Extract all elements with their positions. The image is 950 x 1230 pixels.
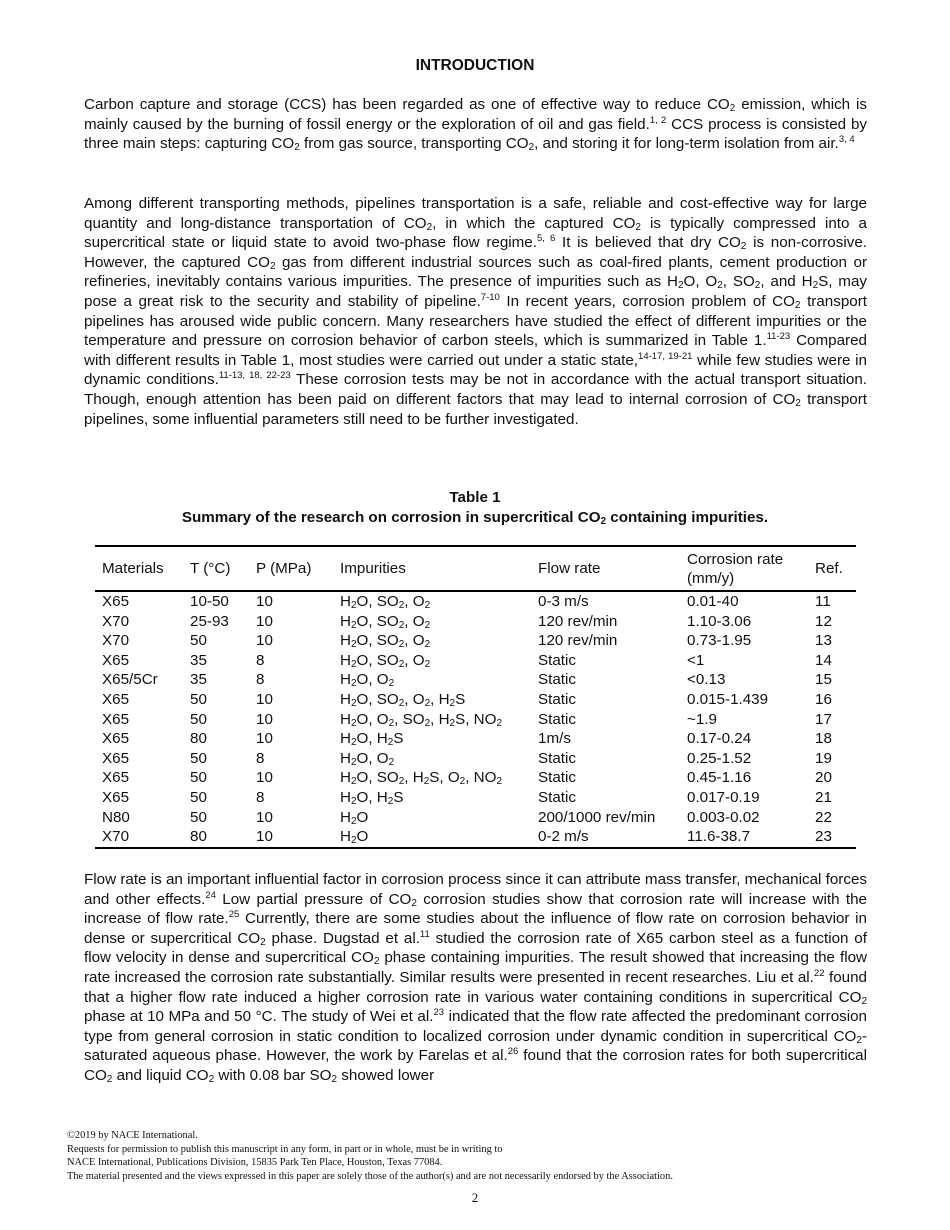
cell-corrosion-rate: 0.015-1.439 (687, 690, 769, 708)
cell-ref: 18 (815, 730, 832, 748)
header-impurities: Impurities (333, 546, 531, 591)
cell-material: X65 (102, 593, 130, 610)
cell-temperature: 50 (190, 808, 207, 826)
cell-flow-rate: Static (538, 651, 576, 669)
cell-material: X65 (102, 730, 130, 748)
cell-ref: 14 (815, 651, 832, 669)
cell-material: X70 (95, 827, 183, 848)
cell-flow-rate: 120 rev/min (538, 612, 618, 630)
table-row (95, 808, 856, 828)
cell-material: X65/5Cr (102, 671, 158, 689)
header-materials: Materials (95, 546, 183, 591)
paragraph-1: Carbon capture and storage (CCS) has been regarded as one of effective way to reduce $CO_2$ emission, which is mainly caused by the burning of fossil energy or the exploration of oil and gas field.$^{1, 2}$ CCS process is consisted by three main steps: capturing $CO_2$ from gas source, transporting $CO_2$, and storing it for long-term isolation from air.$^{3, 4}$ (84, 96, 867, 154)
cell-corrosion-rate: <0.13 (687, 671, 726, 689)
cell-corrosion-rate: 0.73-1.95 (687, 632, 752, 650)
cell-ref: 17 (815, 710, 832, 728)
cell-ref: 21 (815, 788, 832, 806)
cell-temperature: 50 (190, 769, 207, 787)
cell-impurities: $H_2O$, $O_2$, $SO_2$, $H_2S$, $NO_2$ (340, 710, 503, 729)
table-title: Summary of the research on corrosion in supercritical $CO_2$ containing impurities. (181, 509, 769, 527)
table-row (95, 710, 856, 730)
cell-temperature: 80 (183, 827, 249, 848)
cell-corrosion-rate: 0.003-0.02 (687, 808, 760, 826)
cell-flow-rate: Static (538, 788, 576, 806)
cell-corrosion-rate: <1 (687, 651, 705, 669)
table-row (95, 651, 856, 671)
cell-corrosion-rate: ~1.9 (687, 710, 717, 728)
cell-ref: 13 (815, 632, 832, 650)
cell-impurities: $H_2O$, $O_2$ (340, 671, 395, 690)
cell-pressure: 10 (256, 690, 273, 708)
cell-temperature: 50 (190, 690, 207, 708)
cell-pressure: 8 (256, 671, 265, 689)
cell-ref: 12 (815, 612, 832, 630)
cell-temperature: 50 (190, 749, 207, 767)
cell-ref: 22 (815, 808, 832, 826)
table-row (95, 591, 856, 612)
cell-impurities: $H_2O$, $SO_2$, $O_2$ (340, 593, 431, 611)
cell-pressure: 10 (256, 730, 273, 748)
table-row (95, 768, 856, 788)
cell-temperature: 80 (190, 730, 207, 748)
header-temperature: T (°C) (183, 546, 249, 591)
cell-material: X65 (102, 769, 130, 787)
cell-temperature: 50 (190, 710, 207, 728)
cell-flow-rate: Static (538, 690, 576, 708)
cell-pressure: 8 (256, 651, 265, 669)
cell-ref: 23 (808, 827, 856, 848)
cell-ref: 16 (815, 690, 832, 708)
cell-material: X65 (102, 651, 130, 669)
cell-impurities: $H_2O$, $SO_2$, $O_2$ (340, 632, 431, 651)
cell-material: X70 (102, 612, 130, 630)
page-footer (67, 1129, 673, 1183)
cell-pressure: 10 (256, 710, 273, 728)
cell-flow-rate: 200/1000 rev/min (538, 808, 656, 826)
cell-pressure: 10 (256, 632, 273, 650)
table-header-row (95, 546, 856, 591)
cell-impurities: $H_2O$ (333, 827, 531, 848)
page-number: 2 (471, 1190, 479, 1205)
table-row (95, 729, 856, 749)
cell-impurities: $H_2O$, $SO_2$, $O_2$ (340, 651, 431, 670)
cell-ref: 19 (815, 749, 832, 767)
cell-corrosion-rate: 0.017-0.19 (687, 788, 760, 806)
cell-material: X65 (102, 710, 130, 728)
cell-pressure: 8 (256, 749, 265, 767)
footer-copyright: ©2019 by NACE International. (67, 1130, 198, 1141)
cell-corrosion-rate: 0.01-40 (687, 593, 739, 610)
cell-temperature: 10-50 (190, 593, 229, 610)
footer-permission: Requests for permission to publish this manuscript in any form, in part or in whole, must be in writing to (67, 1143, 503, 1155)
cell-impurities: $H_2O$, $H_2S$ (340, 788, 404, 807)
cell-pressure: 10 (256, 612, 273, 630)
cell-pressure: 10 (256, 593, 273, 610)
cell-flow-rate: 0-2 m/s (531, 827, 680, 848)
table-row (95, 690, 856, 710)
cell-material: X65 (102, 749, 130, 767)
cell-flow-rate: Static (538, 769, 576, 787)
cell-impurities: $H_2O$ (340, 808, 369, 827)
cell-temperature: 35 (190, 651, 207, 669)
table-body (95, 591, 856, 848)
cell-ref: 15 (815, 671, 832, 689)
cell-corrosion-rate: 0.45-1.16 (687, 769, 752, 787)
cell-flow-rate: Static (538, 710, 576, 728)
table-row (95, 827, 856, 848)
cell-material: X65 (102, 690, 130, 708)
table-row (95, 749, 856, 769)
footer-address: NACE International, Publications Division, 15835 Park Ten Place, Houston, Texas 77084. (67, 1157, 443, 1169)
cell-pressure: 10 (249, 827, 333, 848)
cell-impurities: $H_2O$, $SO_2$, $O_2$, $H_2S$ (340, 690, 466, 709)
cell-ref: 11 (815, 593, 831, 610)
cell-corrosion-rate: 0.25-1.52 (687, 749, 752, 767)
header-flow-rate: Flow rate (531, 546, 680, 591)
cell-impurities: $H_2O$, $H_2S$ (340, 730, 404, 749)
paragraph-3: Flow rate is an important influential factor in corrosion process since it can attribute mass transfer, mechanical forces and other effects.$^{24}$ Low partial pressure of $CO_2$ corrosion studies show that corrosion rate will increase with the increase of flow rate.$^{25}$ Currently, there are some studies about the influence of flow rate on corrosion behavior in dense or supercritical $CO_2$ phase. Dugstad et al.$^{11}$ studied the corrosion rate of X65 carbon steel as a function of flow velocity in dense and supercritical $CO_2$ phase containing impurities. The result showed that increasing the flow rate increased the corrosion rate substantially. Similar results were presented in recent researches. Liu et al.$^{22}$ found that a higher flow rate induced a higher corrosion rate in various water containing conditions in supercritical $CO_2$ phase at 10 MPa and 50 °C. The study of Wei et al.$^{23}$ indicated that the flow rate affected the predominant corrosion type from general corrosion in static condition to localized corrosion under dynamic condition in supercritical $CO_2$-saturated aqueous phase. However, the work by Farelas et al.$^{26}$ found that the corrosion rates for both supercritical $CO_2$ and liquid $CO_2$ with 0.08 bar $SO_2$ showed lower (84, 871, 868, 1085)
cell-corrosion-rate: 11.6-38.7 (680, 827, 808, 848)
section-heading: INTRODUCTION (415, 57, 535, 74)
cell-corrosion-rate: 1.10-3.06 (687, 612, 752, 630)
cell-flow-rate: 1m/s (538, 730, 571, 748)
cell-flow-rate: 0-3 m/s (538, 593, 589, 610)
cell-corrosion-rate: 0.17-0.24 (687, 730, 752, 748)
paragraph-2: Among different transporting methods, pipelines transportation is a safe, reliable and cost-effective way for large quantity and long-distance transportation of $CO_2$, in which the captured $CO_2$ is typically compressed into a supercritical state or liquid state to avoid two-phase flow regime.$^{5, 6}$ It is believed that dry $CO_2$ is non-corrosive. However, the captured $CO_2$ gas from different industrial sources such as coal-fired plants, cement production or refineries, inevitably contains various impurities. The presence of impurities such as $H_2O$, $O_2$, $SO_2$, and $H_2S$, may pose a great risk to the security and stability of pipeline.$^{7-10}$ In recent years, corrosion problem of $CO_2$ transport pipelines has aroused wide public concern. Many researchers have studied the effect of different impurities or the temperature and pressure on corrosion behavior of carbon steels, which is summarized in Table 1.$^{11-23}$ Compared with different results in Table 1, most studies were carried out under a static state,$^{14-17, 19-21}$ while few studies were in dynamic conditions.$^{11-13, 18, 22-23}$ These corrosion tests may be not in accordance with the actual transport situation. Though, enough attention has been paid on different factors that may lead to internal corrosion of $CO_2$ transport pipelines, some influential parameters still need to be further investigated. (84, 195, 868, 428)
footer-disclaimer: The material presented and the views expressed in this paper are solely those of the author(s) and are not necessarily endorsed by the Association. (67, 1170, 673, 1182)
cell-temperature: 35 (190, 671, 207, 689)
table-row (95, 788, 856, 808)
cell-impurities: $H_2O$, $SO_2$, $H_2S$, $O_2$, $NO_2$ (340, 769, 503, 788)
table-row (95, 631, 856, 651)
cell-material: X65 (102, 788, 130, 806)
cell-ref: 20 (815, 769, 832, 787)
header-pressure: P (MPa) (249, 546, 333, 591)
cell-material: N80 (102, 808, 130, 826)
cell-flow-rate: Static (538, 749, 576, 767)
cell-temperature: 50 (190, 632, 207, 650)
cell-pressure: 10 (256, 808, 273, 826)
cell-flow-rate: Static (538, 671, 576, 689)
table-row (95, 670, 856, 690)
cell-impurities: $H_2O$, $O_2$ (340, 749, 395, 768)
cell-impurities: $H_2O$, $SO_2$, $O_2$ (340, 612, 431, 631)
cell-flow-rate: 120 rev/min (538, 632, 618, 650)
corrosion-summary-table (95, 545, 856, 849)
cell-pressure: 8 (256, 788, 265, 806)
cell-material: X70 (102, 632, 130, 650)
table-label: Table 1 (449, 489, 501, 506)
header-corrosion-rate: Corrosion rate (mm/y) (680, 546, 808, 591)
table-row (95, 612, 856, 632)
cell-temperature: 50 (190, 788, 207, 806)
header-ref: Ref. (808, 546, 856, 591)
cell-pressure: 10 (256, 769, 273, 787)
cell-temperature: 25-93 (190, 612, 229, 630)
